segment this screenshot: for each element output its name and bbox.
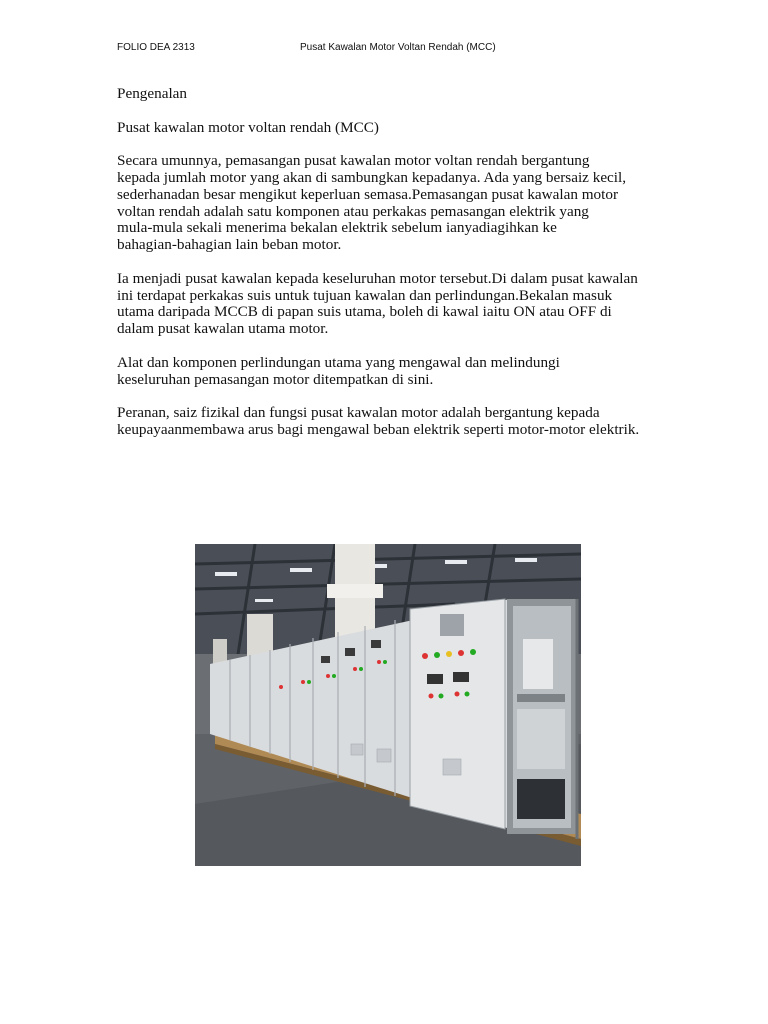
header-course-code: FOLIO DEA 2313: [117, 42, 195, 53]
section-subheading: Pusat kawalan motor voltan rendah (MCC): [117, 118, 379, 136]
paragraph-1: Secara umunnya, pemasangan pusat kawalan motor voltan rendah bergantung kepada jumlah motor yang akan di sambungkan kepadanya. Ada yang bersaiz kecil, sederhanadan besar mengikut keperluan semasa.Pemasangan pusat kawalan motor voltan rendah adalah satu komponen atau perkakas pemasangan elektrik yang mula-mula sekali menerima bekalan elektrik sebelum ianyadiagihkan ke bahagian-bahagian lain beban motor.: [117, 152, 627, 254]
mcc-cabinet-photo: [195, 544, 581, 866]
document-body: [117, 86, 662, 439]
header-title: Pusat Kawalan Motor Voltan Rendah (MCC): [300, 42, 496, 53]
paragraph-4: Peranan, saiz fizikal dan fungsi pusat kawalan motor adalah bergantung kepada keupayaanmembawa arus bagi mengawal beban elektrik seperti motor-motor elektrik.: [117, 404, 640, 438]
page-header: [117, 42, 657, 56]
paragraph-3: Alat dan komponen perlindungan utama yang mengawal dan melindungi keseluruhan pemasangan motor ditempatkan di sini.: [117, 353, 560, 388]
section-heading: Pengenalan: [117, 85, 188, 102]
paragraph-2: Ia menjadi pusat kawalan kepada keseluruhan motor tersebut.Di dalam pusat kawalan ini terdapat perkakas suis untuk tujuan kawalan dan perlindungan.Bekalan masuk utama daripada MCCB di papan suis utama, boleh di kawal iaitu ON atau OFF di dalam pusat kawalan utama motor.: [117, 269, 638, 338]
